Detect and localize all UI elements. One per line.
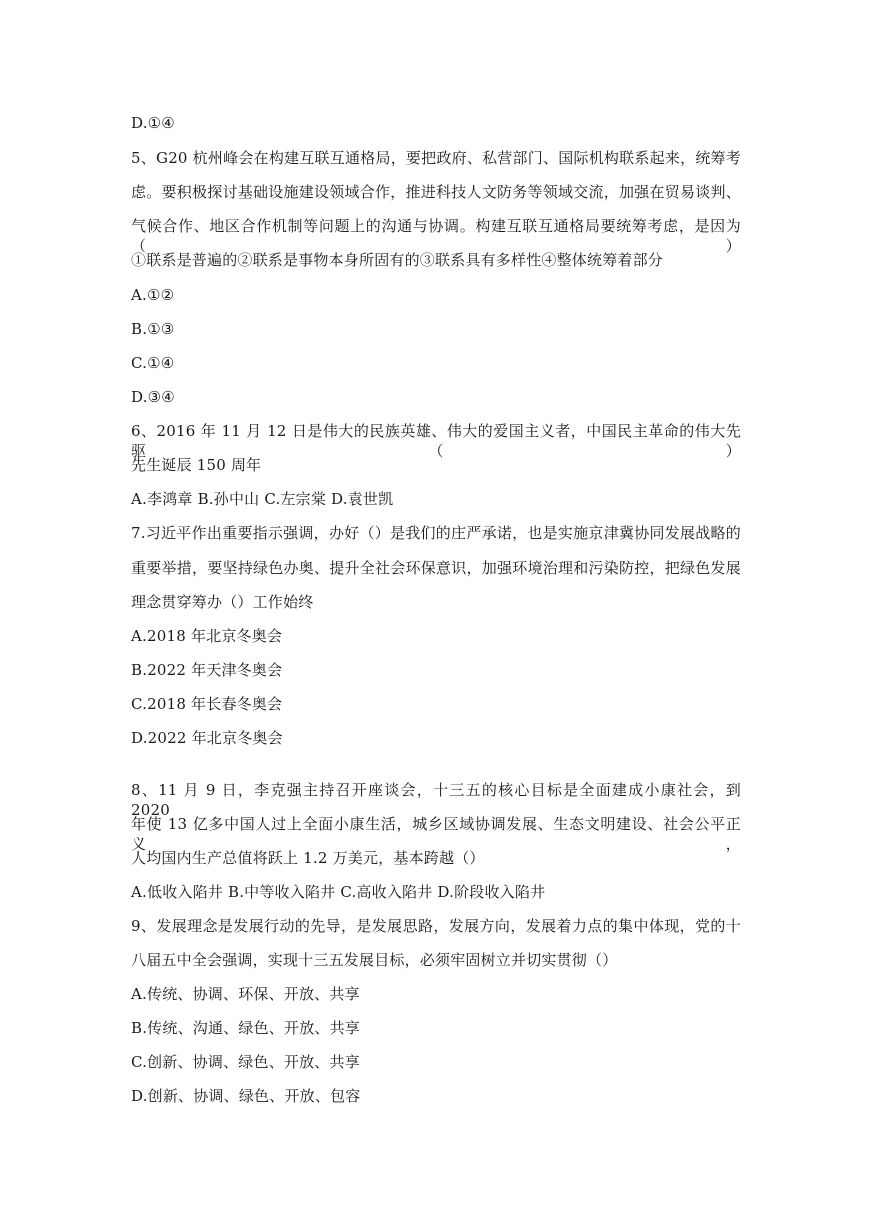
q9-option-d: D.创新、协调、绿色、开放、包容 bbox=[131, 1087, 361, 1105]
q7-stem-line-2: 重要举措，要坚持绿色办奥、提升全社会环保意识，加强环境治理和污染防控，把绿色发展 bbox=[131, 559, 741, 577]
q8-stem-line-3: 人均国内生产总值将跃上 1.2 万美元，基本跨越（） bbox=[131, 849, 485, 867]
q7-stem-line-3: 理念贯穿筹办（）工作始终 bbox=[131, 593, 314, 611]
q5-stem-line-3: 气候合作、地区合作机制等问题上的沟通与协调。构建互联互通格局要统筹考虑，是因为（） bbox=[131, 217, 741, 255]
q7-stem-line-1: 7.习近平作出重要指示强调，办好（）是我们的庄严承诺，也是实施京津冀协同发展战略的 bbox=[131, 524, 741, 542]
q9-option-b: B.传统、沟通、绿色、开放、共享 bbox=[131, 1019, 360, 1037]
q8-stem-line-1: 8、11 月 9 日，李克强主持召开座谈会，十三五的核心目标是全面建成小康社会，到 2020 bbox=[131, 781, 741, 819]
q8-stem-line-2: 年使 13 亿多中国人过上全面小康生活，城乡区域协调发展、生态文明建设、社会公平正义， bbox=[131, 815, 741, 853]
q7-option-a: A.2018 年北京冬奥会 bbox=[131, 627, 283, 645]
q5-option-c: C.①④ bbox=[131, 354, 175, 372]
q4-option-d: D.①④ bbox=[131, 114, 175, 132]
q5-stem-line-2: 虑。要积极探讨基础设施建设领域合作，推进科技人文防务等领域交流，加强在贸易谈判、 bbox=[131, 183, 741, 201]
q5-option-d: D.③④ bbox=[131, 388, 175, 406]
q5-statements: ①联系是普遍的②联系是事物本身所固有的③联系具有多样性④整体统筹着部分 bbox=[131, 251, 664, 269]
q9-stem-line-2: 八届五中全会强调，实现十三五发展目标，必须牢固树立并切实贯彻（） bbox=[131, 951, 618, 969]
q6-options: A.李鸿章 B.孙中山 C.左宗棠 D.袁世凯 bbox=[131, 490, 394, 508]
q5-option-a: A.①② bbox=[131, 286, 175, 304]
q7-option-c: C.2018 年长春冬奥会 bbox=[131, 695, 283, 713]
q6-stem-line-1: 6、2016 年 11 月 12 日是伟大的民族英雄、伟大的爱国主义者，中国民主革命的伟大先驱（） bbox=[131, 422, 741, 460]
q9-stem-line-1: 9、发展理念是发展行动的先导，是发展思路，发展方向，发展着力点的集中体现，党的十 bbox=[131, 917, 741, 935]
q8-options: A.低收入陷井 B.中等收入陷井 C.高收入陷井 D.阶段收入陷井 bbox=[131, 883, 546, 901]
q9-option-c: C.创新、协调、绿色、开放、共享 bbox=[131, 1053, 360, 1071]
q6-stem-line-2: 先生诞辰 150 周年 bbox=[131, 456, 262, 474]
q5-option-b: B.①③ bbox=[131, 320, 175, 338]
q7-option-d: D.2022 年北京冬奥会 bbox=[131, 729, 283, 747]
q7-option-b: B.2022 年天津冬奥会 bbox=[131, 661, 283, 679]
q9-option-a: A.传统、协调、环保、开放、共享 bbox=[131, 985, 360, 1003]
q5-stem-line-1: 5、G20 杭州峰会在构建互联互通格局，要把政府、私营部门、国际机构联系起来，统筹考 bbox=[131, 149, 741, 167]
